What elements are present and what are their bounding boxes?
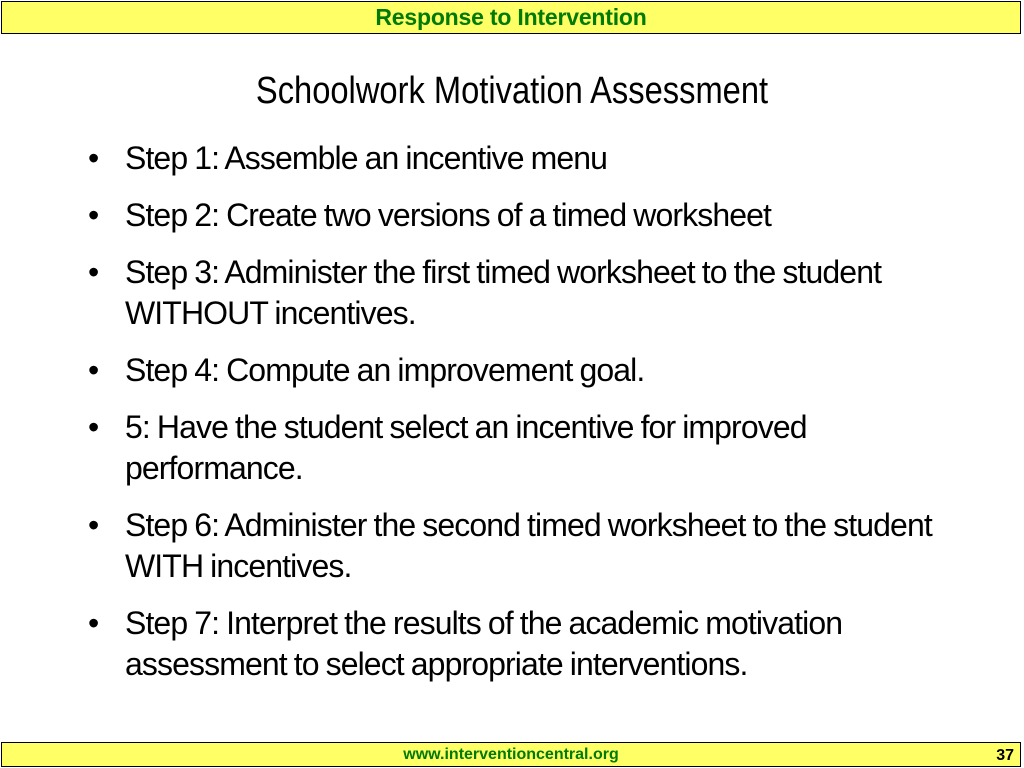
- bullet-text: 5: Have the student select an incentive for improved performance.: [125, 409, 807, 486]
- bullet-dot: •: [88, 254, 100, 290]
- footer-banner: [1, 742, 1021, 767]
- bullet-dot: •: [88, 605, 100, 641]
- footer-url-link[interactable]: www.interventioncentral.org: [403, 746, 619, 763]
- bullet-item-step-1: [88, 138, 968, 179]
- bullet-item-step-6: [88, 505, 968, 587]
- bullet-text: Step 2: Create two versions of a timed worksheet: [125, 197, 772, 233]
- bullet-dot: •: [88, 352, 100, 388]
- bullet-item-step-2: [88, 195, 968, 236]
- bullet-item-step-5: [88, 407, 968, 489]
- bullet-text: Step 6: Administer the second timed worksheet to the student WITH incentives.: [125, 507, 932, 584]
- header-banner: [1, 1, 1021, 34]
- bullet-text: Step 7: Interpret the results of the academic motivation assessment to select appropriate interventions.: [125, 605, 843, 682]
- bullet-text: Step 4: Compute an improvement goal.: [125, 352, 645, 388]
- header-title: Response to Intervention: [375, 4, 647, 30]
- bullet-dot: •: [88, 409, 100, 445]
- page-number: 37: [996, 747, 1014, 764]
- bullet-dot: •: [88, 507, 100, 543]
- bullet-text: Step 1: Assemble an incentive menu: [125, 140, 608, 176]
- bullet-dot: •: [88, 197, 100, 233]
- bullet-dot: •: [88, 140, 100, 176]
- bullet-item-step-7: [88, 603, 968, 685]
- bullet-item-step-3: [88, 252, 968, 334]
- bullet-item-step-4: [88, 350, 968, 391]
- slide-title: Schoolwork Motivation Assessment: [255, 70, 769, 112]
- bullet-text: Step 3: Administer the first timed worksheet to the student WITHOUT incentives.: [125, 254, 882, 331]
- bullet-list: [88, 138, 968, 701]
